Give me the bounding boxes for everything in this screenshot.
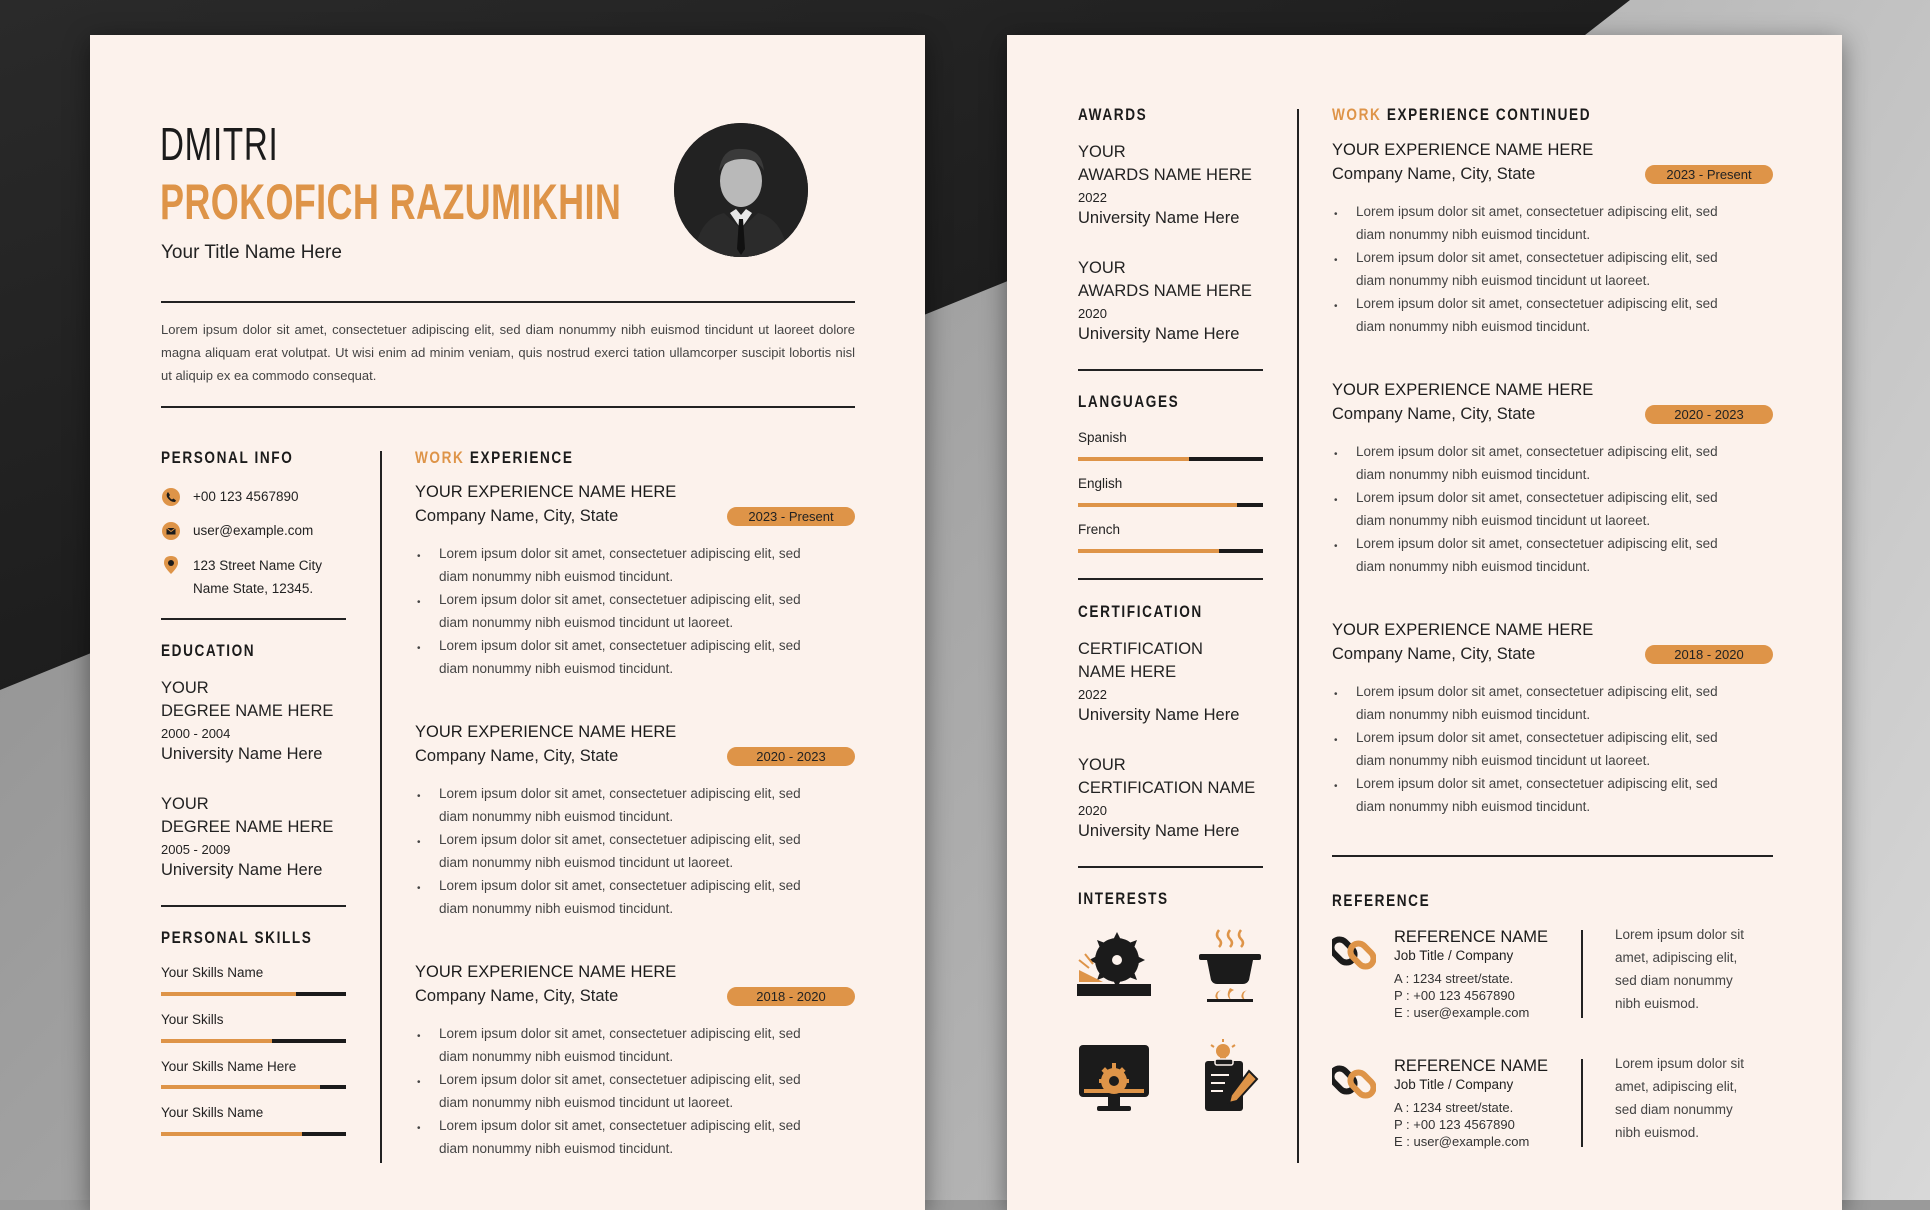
- chain-link-icon: [1332, 930, 1376, 974]
- education-item: [161, 793, 333, 880]
- bullet-dot: •: [417, 883, 421, 894]
- skill-name: Your Skills Name: [161, 1105, 264, 1120]
- work-experience-heading: [415, 448, 574, 468]
- date-badge: 2020 - 2023: [1645, 405, 1773, 424]
- bullet-text: [439, 782, 801, 828]
- education-item: [161, 677, 333, 764]
- skill-bar: [161, 1132, 346, 1136]
- bullet-line: Lorem ipsum dolor sit amet, consectetuer adipiscing elit, sed: [439, 592, 801, 607]
- divider: [161, 301, 855, 303]
- degree-line-1: YOUR: [161, 679, 209, 697]
- bullet-dot: •: [417, 1123, 421, 1134]
- bullet-text: [1356, 200, 1718, 246]
- personal-info-heading: PERSONAL INFO: [161, 448, 294, 467]
- cert-line-1: YOUR: [1078, 756, 1126, 774]
- resume-page-2: [1007, 35, 1842, 1210]
- job-title: Your Title Name Here: [161, 242, 342, 263]
- bullet-line: Lorem ipsum dolor sit amet, consectetuer adipiscing elit, sed: [439, 1072, 801, 1087]
- writing-idea-icon: [1201, 1039, 1259, 1113]
- bullet-text: [1356, 486, 1718, 532]
- languages-heading: LANGUAGES: [1078, 392, 1180, 411]
- experience-title: YOUR EXPERIENCE NAME HERE: [1332, 141, 1594, 159]
- bullet-text: [1356, 292, 1718, 338]
- bullet-line: diam nonummy nibh euismod tincidunt.: [439, 809, 674, 824]
- bullet-dot: •: [417, 1077, 421, 1088]
- interests-heading: INTERESTS: [1078, 889, 1169, 908]
- bullet-line: diam nonummy nibh euismod tincidunt.: [1356, 559, 1591, 574]
- heading-rest: EXPERIENCE CONTINUED: [1381, 105, 1592, 124]
- date-badge: 2020 - 2023: [727, 747, 855, 766]
- chain-link-icon: [1332, 1059, 1376, 1103]
- bullet-dot: •: [1334, 301, 1338, 312]
- last-name: PROKOFICH RAZUMIKHIN: [160, 174, 622, 230]
- experience-title: YOUR EXPERIENCE NAME HERE: [415, 723, 677, 741]
- bullet-line: Lorem ipsum dolor sit amet, consectetuer adipiscing elit, sed: [1356, 296, 1718, 311]
- bullet-line: Lorem ipsum dolor sit amet, consectetuer adipiscing elit, sed: [1356, 776, 1718, 791]
- language-bar-fill: [1078, 503, 1237, 507]
- bullet-dot: •: [1334, 255, 1338, 266]
- education-heading: EDUCATION: [161, 641, 256, 660]
- profile-photo: [674, 123, 808, 257]
- bullet-line: Lorem ipsum dolor sit amet, consectetuer adipiscing elit, sed: [439, 832, 801, 847]
- degree-line-2: DEGREE NAME HERE: [161, 818, 334, 836]
- bullet-dot: •: [417, 597, 421, 608]
- bullet-line: Lorem ipsum dolor sit amet, consectetuer adipiscing elit, sed: [1356, 490, 1718, 505]
- experience-title: YOUR EXPERIENCE NAME HERE: [415, 963, 677, 981]
- work-continued-heading: [1332, 105, 1591, 125]
- bullet-text: [1356, 246, 1718, 292]
- divider: [1332, 855, 1773, 857]
- resume-page-1: [90, 35, 925, 1210]
- reference-phone: P : +00 123 4567890: [1394, 988, 1515, 1003]
- bullet-line: diam nonummy nibh euismod tincidunt.: [1356, 707, 1591, 722]
- skill-name: Your Skills Name Here: [161, 1059, 297, 1074]
- award-year: 2020: [1078, 306, 1107, 321]
- bullet-dot: •: [1334, 735, 1338, 746]
- certification-item: [1078, 754, 1255, 841]
- award-item: [1078, 141, 1252, 228]
- bullet-text: [439, 542, 801, 588]
- bullet-text: [1356, 680, 1718, 726]
- reference-text-line: amet, adipiscing elit,: [1615, 1079, 1738, 1094]
- bullet-line: Lorem ipsum dolor sit amet, consectetuer adipiscing elit, sed: [1356, 684, 1718, 699]
- certification-item: [1078, 638, 1239, 725]
- reference-job: Job Title / Company: [1394, 948, 1514, 963]
- bullet-dot: •: [417, 791, 421, 802]
- bullet-dot: •: [417, 837, 421, 848]
- reference-divider: [1581, 930, 1583, 1018]
- degree-years: 2005 - 2009: [161, 842, 231, 857]
- column-divider: [1297, 109, 1299, 1163]
- column-divider: [380, 451, 382, 1163]
- skill-bar-fill: [161, 1039, 272, 1043]
- skill-bar: [161, 1039, 346, 1043]
- bullet-dot: •: [1334, 495, 1338, 506]
- language-bar: [1078, 549, 1263, 553]
- bullet-line: diam nonummy nibh euismod tincidunt ut laoreet.: [1356, 753, 1651, 768]
- bullet-text: [1356, 532, 1718, 578]
- reference-text-line: amet, adipiscing elit,: [1615, 950, 1738, 965]
- degree-school: University Name Here: [161, 861, 323, 879]
- language-bar: [1078, 457, 1263, 461]
- divider: [161, 618, 346, 620]
- skill-bar: [161, 1085, 346, 1089]
- skill-name: Your Skills Name: [161, 965, 264, 980]
- cert-line-2: CERTIFICATION NAME: [1078, 779, 1256, 797]
- bullet-line: diam nonummy nibh euismod tincidunt ut laoreet.: [439, 1095, 734, 1110]
- award-line-1: YOUR: [1078, 259, 1126, 277]
- bullet-line: diam nonummy nibh euismod tincidunt.: [439, 1049, 674, 1064]
- skill-bar-fill: [161, 1132, 302, 1136]
- heading-accent: WORK: [1332, 105, 1382, 124]
- bullet-line: diam nonummy nibh euismod tincidunt ut laoreet.: [439, 615, 734, 630]
- language-name: English: [1078, 476, 1123, 491]
- certification-heading: CERTIFICATION: [1078, 602, 1203, 621]
- experience-title: YOUR EXPERIENCE NAME HERE: [1332, 381, 1594, 399]
- experience-title: YOUR EXPERIENCE NAME HERE: [415, 483, 677, 501]
- bullet-line: Lorem ipsum dolor sit amet, consectetuer adipiscing elit, sed: [439, 786, 801, 801]
- bullet-text: [439, 1022, 801, 1068]
- reference-text-line: Lorem ipsum dolor sit: [1615, 927, 1745, 942]
- cert-line-2: NAME HERE: [1078, 663, 1177, 681]
- bullet-line: Lorem ipsum dolor sit amet, consectetuer adipiscing elit, sed: [439, 638, 801, 653]
- divider: [1078, 866, 1263, 868]
- degree-years: 2000 - 2004: [161, 726, 231, 741]
- summary-text: Lorem ipsum dolor sit amet, consectetuer adipiscing elit, sed diam nonummy nibh euismod tincidunt ut laoreet dolore magna aliquam erat volutpat. Ut wisi enim ad minim veniam, quis nostrud exerci tation ullamcorper suscipit lobortis nisl ut aliquip ex ea commodo consequat.: [161, 322, 855, 383]
- reference-address: A : 1234 street/state.: [1394, 1100, 1514, 1115]
- bullet-line: diam nonummy nibh euismod tincidunt.: [439, 901, 674, 916]
- reference-phone: P : +00 123 4567890: [1394, 1117, 1515, 1132]
- heading-rest: EXPERIENCE: [464, 448, 574, 467]
- date-badge: 2018 - 2020: [727, 987, 855, 1006]
- reference-text: [1615, 923, 1773, 1015]
- language-bar-fill: [1078, 549, 1219, 553]
- bullet-text: [1356, 772, 1718, 818]
- location-pin-icon: [162, 555, 180, 575]
- reference-text: [1615, 1052, 1773, 1144]
- skill-bar-fill: [161, 1085, 320, 1089]
- cert-year: 2022: [1078, 687, 1107, 702]
- bullet-line: diam nonummy nibh euismod tincidunt.: [1356, 467, 1591, 482]
- first-name: DMITRI: [160, 118, 279, 170]
- cert-line-1: CERTIFICATION: [1078, 640, 1203, 658]
- bullet-line: Lorem ipsum dolor sit amet, consectetuer adipiscing elit, sed: [1356, 444, 1718, 459]
- reference-text-line: nibh euismod.: [1615, 996, 1700, 1011]
- bullet-line: Lorem ipsum dolor sit amet, consectetuer adipiscing elit, sed: [1356, 730, 1718, 745]
- awards-heading: AWARDS: [1078, 105, 1148, 124]
- award-school: University Name Here: [1078, 209, 1240, 227]
- cert-school: University Name Here: [1078, 706, 1240, 724]
- bullet-line: Lorem ipsum dolor sit amet, consectetuer adipiscing elit, sed: [439, 1118, 801, 1133]
- bullet-line: diam nonummy nibh euismod tincidunt ut laoreet.: [1356, 513, 1651, 528]
- reference-email: E : user@example.com: [1394, 1134, 1530, 1149]
- reference-email: E : user@example.com: [1394, 1005, 1530, 1020]
- reference-address: A : 1234 street/state.: [1394, 971, 1514, 986]
- bullet-line: Lorem ipsum dolor sit amet, consectetuer adipiscing elit, sed: [439, 546, 801, 561]
- reference-text-line: sed diam nonummy: [1615, 973, 1733, 988]
- date-badge: 2023 - Present: [1645, 165, 1773, 184]
- date-badge: 2023 - Present: [727, 507, 855, 526]
- bullet-line: diam nonummy nibh euismod tincidunt.: [439, 661, 674, 676]
- computer-gear-icon: [1079, 1045, 1149, 1113]
- degree-school: University Name Here: [161, 745, 323, 763]
- bullet-line: diam nonummy nibh euismod tincidunt.: [1356, 319, 1591, 334]
- bullet-line: diam nonummy nibh euismod tincidunt.: [439, 1141, 674, 1156]
- experience-company: Company Name, City, State: [415, 507, 619, 525]
- bullet-line: Lorem ipsum dolor sit amet, consectetuer adipiscing elit, sed: [1356, 536, 1718, 551]
- award-line-1: YOUR: [1078, 143, 1126, 161]
- bullet-text: [1356, 440, 1718, 486]
- experience-company: Company Name, City, State: [415, 747, 619, 765]
- bullet-dot: •: [417, 643, 421, 654]
- reference-name: REFERENCE NAME: [1394, 928, 1549, 946]
- skill-name: Your Skills: [161, 1012, 224, 1027]
- experience-title: YOUR EXPERIENCE NAME HERE: [1332, 621, 1594, 639]
- saw-blade-icon: [1077, 930, 1151, 998]
- bullet-line: diam nonummy nibh euismod tincidunt.: [439, 569, 674, 584]
- divider: [161, 406, 855, 408]
- cert-school: University Name Here: [1078, 822, 1240, 840]
- email-icon: [162, 522, 180, 540]
- bullet-dot: •: [1334, 781, 1338, 792]
- bullet-line: Lorem ipsum dolor sit amet, consectetuer adipiscing elit, sed: [1356, 250, 1718, 265]
- bullet-dot: •: [1334, 449, 1338, 460]
- award-year: 2022: [1078, 190, 1107, 205]
- language-name: Spanish: [1078, 430, 1127, 445]
- bullet-line: Lorem ipsum dolor sit amet, consectetuer adipiscing elit, sed: [1356, 204, 1718, 219]
- reference-contact: [1394, 970, 1529, 1021]
- bullet-dot: •: [1334, 209, 1338, 220]
- skill-bar: [161, 992, 346, 996]
- divider: [161, 905, 346, 907]
- bullet-text: [1356, 726, 1718, 772]
- date-badge: 2018 - 2020: [1645, 645, 1773, 664]
- divider: [1078, 369, 1263, 371]
- reference-text-line: Lorem ipsum dolor sit: [1615, 1056, 1745, 1071]
- person-icon: [674, 123, 808, 257]
- bullet-line: diam nonummy nibh euismod tincidunt.: [1356, 227, 1591, 242]
- bullet-text: [439, 634, 801, 680]
- divider: [1078, 578, 1263, 580]
- experience-company: Company Name, City, State: [1332, 165, 1536, 183]
- reference-job: Job Title / Company: [1394, 1077, 1514, 1092]
- experience-company: Company Name, City, State: [1332, 405, 1536, 423]
- phone-icon: [162, 488, 180, 506]
- bullet-dot: •: [417, 1031, 421, 1042]
- reference-name: REFERENCE NAME: [1394, 1057, 1549, 1075]
- reference-text-line: sed diam nonummy: [1615, 1102, 1733, 1117]
- language-name: French: [1078, 522, 1121, 537]
- award-line-2: AWARDS NAME HERE: [1078, 166, 1252, 184]
- cert-year: 2020: [1078, 803, 1107, 818]
- reference-text-line: nibh euismod.: [1615, 1125, 1700, 1140]
- address-line-2: Name State, 12345.: [193, 581, 314, 596]
- experience-company: Company Name, City, State: [415, 987, 619, 1005]
- award-school: University Name Here: [1078, 325, 1240, 343]
- heading-accent: WORK: [415, 448, 465, 467]
- reference-heading: REFERENCE: [1332, 891, 1431, 910]
- experience-company: Company Name, City, State: [1332, 645, 1536, 663]
- bullet-line: diam nonummy nibh euismod tincidunt ut laoreet.: [1356, 273, 1651, 288]
- bullet-line: Lorem ipsum dolor sit amet, consectetuer adipiscing elit, sed: [439, 1026, 801, 1041]
- phone-number: +00 123 4567890: [193, 489, 299, 504]
- degree-line-1: YOUR: [161, 795, 209, 813]
- bullet-text: [439, 1068, 801, 1114]
- bullet-text: [439, 588, 801, 634]
- bullet-line: diam nonummy nibh euismod tincidunt ut laoreet.: [439, 855, 734, 870]
- email-address: user@example.com: [193, 523, 314, 538]
- reference-contact: [1394, 1099, 1529, 1150]
- bullet-line: diam nonummy nibh euismod tincidunt.: [1356, 799, 1591, 814]
- bullet-line: Lorem ipsum dolor sit amet, consectetuer adipiscing elit, sed: [439, 878, 801, 893]
- degree-line-2: DEGREE NAME HERE: [161, 702, 334, 720]
- personal-skills-heading: PERSONAL SKILLS: [161, 928, 313, 947]
- bullet-dot: •: [417, 551, 421, 562]
- award-line-2: AWARDS NAME HERE: [1078, 282, 1252, 300]
- award-item: [1078, 257, 1252, 344]
- bullet-dot: •: [1334, 689, 1338, 700]
- bullet-text: [439, 828, 801, 874]
- address-line-1: 123 Street Name City: [193, 558, 323, 573]
- language-bar: [1078, 503, 1263, 507]
- bullet-dot: •: [1334, 541, 1338, 552]
- bullet-text: [439, 1114, 801, 1160]
- reference-divider: [1581, 1059, 1583, 1147]
- skill-bar-fill: [161, 992, 296, 996]
- language-bar-fill: [1078, 457, 1189, 461]
- bullet-text: [439, 874, 801, 920]
- cooking-pot-icon: [1197, 928, 1263, 1002]
